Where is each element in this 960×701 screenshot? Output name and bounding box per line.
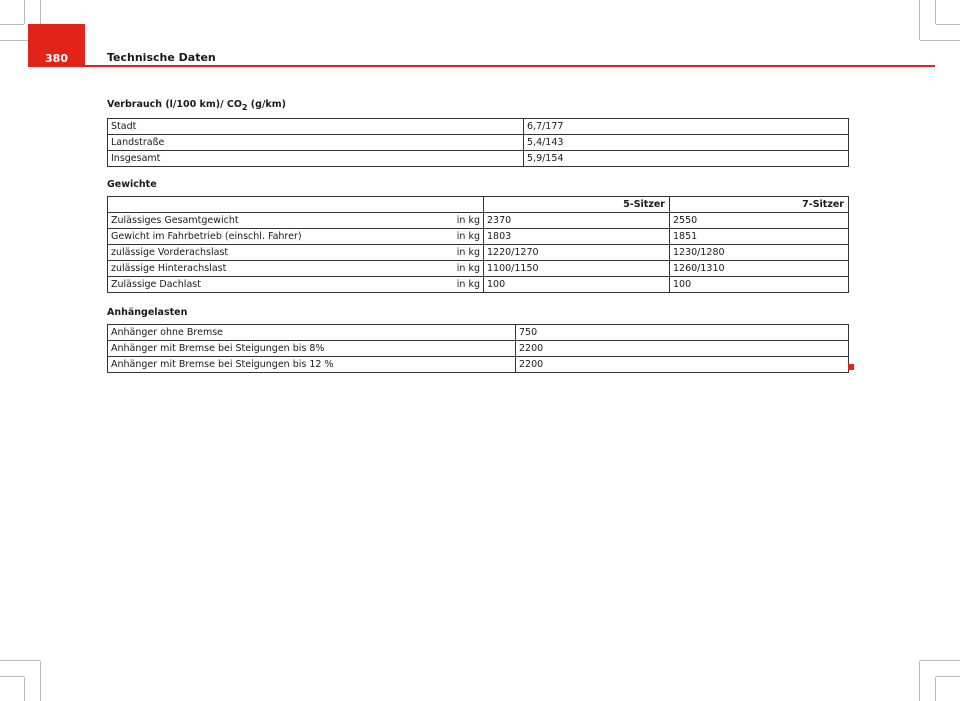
row-unit: in kg (448, 245, 484, 261)
row-value: 750 (516, 325, 849, 341)
page-title: Technische Daten (107, 51, 216, 64)
row-label: zulässige Vorderachslast (108, 245, 448, 261)
crop-mark (936, 676, 960, 677)
row-value-5: 2370 (484, 213, 670, 229)
page-number: 380 (45, 52, 68, 65)
header-empty-cell (108, 197, 484, 213)
crop-mark (920, 40, 960, 41)
row-unit: in kg (448, 213, 484, 229)
row-label: zulässige Hinterachslast (108, 261, 448, 277)
page-number-box (28, 24, 85, 67)
row-value: 2200 (516, 341, 849, 357)
row-unit: in kg (448, 261, 484, 277)
row-value-5: 1100/1150 (484, 261, 670, 277)
table-row (108, 261, 849, 277)
table-row (108, 151, 849, 167)
section-title-gewichte: Gewichte (107, 179, 157, 190)
section-title-anhaengelasten: Anhängelasten (107, 307, 188, 318)
row-value-5: 100 (484, 277, 670, 293)
table-row (108, 277, 849, 293)
crop-mark (0, 660, 40, 661)
column-header: 7-Sitzer (670, 197, 849, 213)
crop-mark (24, 0, 25, 24)
crop-mark (40, 661, 41, 701)
crop-mark (935, 677, 936, 701)
row-value-5: 1220/1270 (484, 245, 670, 261)
row-value: 5,4/143 (524, 135, 849, 151)
table-row (108, 357, 849, 373)
row-label: Anhänger ohne Bremse (108, 325, 516, 341)
crop-mark (920, 660, 960, 661)
gewichte-table (107, 196, 849, 293)
row-value: 6,7/177 (524, 119, 849, 135)
header-rule (85, 65, 935, 67)
table-header-row (108, 197, 849, 213)
crop-mark (936, 24, 960, 25)
row-value-5: 1803 (484, 229, 670, 245)
row-unit: in kg (448, 277, 484, 293)
row-label: Zulässige Dachlast (108, 277, 448, 293)
row-value: 2200 (516, 357, 849, 373)
table-row (108, 213, 849, 229)
crop-mark (935, 0, 936, 24)
table-row (108, 245, 849, 261)
table-row (108, 325, 849, 341)
crop-mark (24, 677, 25, 701)
anhaengelasten-table (107, 324, 849, 373)
crop-mark (0, 676, 24, 677)
table-row (108, 341, 849, 357)
table-row (108, 119, 849, 135)
row-value-7: 1260/1310 (670, 261, 849, 277)
row-value-7: 2550 (670, 213, 849, 229)
crop-mark (919, 0, 920, 40)
crop-mark (0, 24, 24, 25)
row-label: Landstraße (108, 135, 524, 151)
column-header: 5-Sitzer (484, 197, 670, 213)
row-value-7: 100 (670, 277, 849, 293)
section-end-marker (848, 364, 854, 370)
row-unit: in kg (448, 229, 484, 245)
section-title-verbrauch (107, 99, 286, 112)
verbrauch-title-sub: 2 (241, 102, 248, 112)
row-label: Gewicht im Fahrbetrieb (einschl. Fahrer) (108, 229, 448, 245)
verbrauch-table (107, 118, 849, 167)
row-label: Zulässiges Gesamtgewicht (108, 213, 448, 229)
table-row (108, 135, 849, 151)
crop-mark (919, 661, 920, 701)
verbrauch-title-main: Verbrauch (l/100 km)/ CO (107, 99, 242, 110)
row-label: Stadt (108, 119, 524, 135)
row-value: 5,9/154 (524, 151, 849, 167)
row-label: Anhänger mit Bremse bei Steigungen bis 8% (108, 341, 516, 357)
row-value-7: 1230/1280 (670, 245, 849, 261)
row-label: Anhänger mit Bremse bei Steigungen bis 12 % (108, 357, 516, 373)
row-value-7: 1851 (670, 229, 849, 245)
verbrauch-title-unit: (g/km) (247, 99, 286, 110)
row-label: Insgesamt (108, 151, 524, 167)
table-row (108, 229, 849, 245)
